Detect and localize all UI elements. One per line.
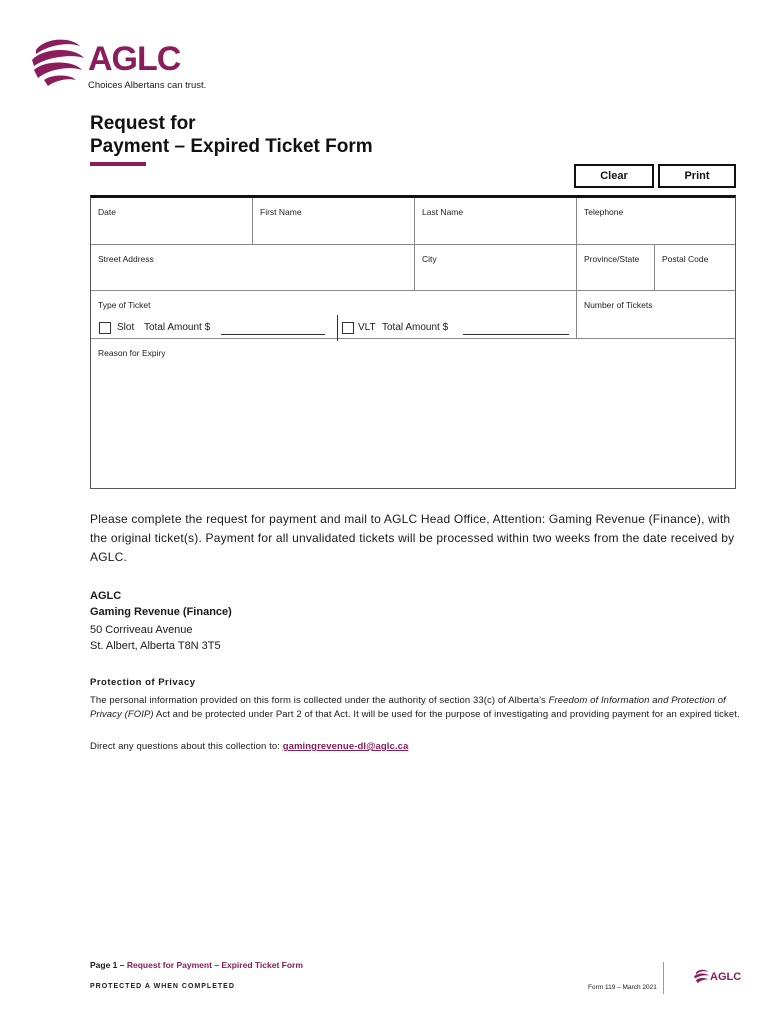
mailing-address-heading — [90, 588, 232, 620]
privacy-text-b: Act and be protected under Part 2 of that Act. It will be used for the purpose of investigating and providing payment for an expired ticket. — [153, 709, 740, 720]
first-name-field[interactable] — [253, 198, 415, 245]
privacy-heading: Protection of Privacy — [90, 677, 196, 688]
vlt-label: VLT — [358, 322, 376, 333]
footer-logo — [694, 966, 740, 988]
number-of-tickets-label: Number of Tickets — [584, 300, 653, 310]
title-accent-rule — [90, 162, 146, 166]
privacy-act-name: Freedom of Information and Protection of Privacy (FOIP) — [90, 695, 726, 720]
aglc-swirl-icon — [30, 36, 86, 88]
privacy-text — [90, 694, 740, 722]
instructions-paragraph: Please complete the request for payment and mail to AGLC Head Office, Attention: Gaming Revenue (Finance), with the original ticket(s). Payment for all unvalidated tickets will be processed within two weeks from the date received by AGLC. — [90, 512, 735, 564]
clear-button[interactable]: Clear — [574, 164, 654, 188]
title-line-1: Request for — [90, 113, 196, 134]
logo-tagline: Choices Albertans can trust. — [88, 80, 207, 91]
vlt-total-label: Total Amount $ — [382, 322, 449, 333]
slot-total-input[interactable] — [221, 334, 325, 335]
vlt-total-input[interactable] — [463, 334, 569, 335]
type-of-ticket-label: Type of Ticket — [98, 300, 151, 310]
footer-swirl-icon — [694, 969, 709, 984]
ticket-type-options — [91, 322, 582, 340]
city-label: City — [422, 254, 437, 264]
footer-divider — [663, 962, 664, 994]
logo-wordmark: AGLC — [88, 40, 181, 78]
telephone-field[interactable] — [577, 198, 735, 245]
footer-protected: PROTECTED A WHEN COMPLETED — [90, 983, 235, 990]
slot-label: Slot — [117, 322, 135, 333]
date-field[interactable] — [91, 198, 253, 245]
privacy-text-a: The personal information provided on this form is collected under the authority of section 33(c) of Alberta’s — [90, 695, 549, 706]
privacy-contact — [90, 741, 408, 752]
footer-page-label — [90, 960, 303, 970]
first-name-label: First Name — [260, 207, 302, 217]
request-form — [90, 195, 736, 489]
footer-page-number: Page 1 – — [90, 960, 125, 970]
number-of-tickets-field[interactable] — [577, 291, 735, 339]
slot-total-label: Total Amount $ — [144, 322, 211, 333]
postal-code-label: Postal Code — [662, 254, 709, 264]
date-label: Date — [98, 207, 116, 217]
title-line-2: Payment – Expired Ticket Form — [90, 136, 373, 157]
page-title — [90, 112, 373, 158]
street-address-field[interactable] — [91, 245, 415, 291]
mailing-address — [90, 622, 221, 654]
footer-page-title: Request for Payment – Expired Ticket Form — [126, 960, 303, 970]
slot-checkbox[interactable] — [99, 322, 111, 334]
telephone-label: Telephone — [584, 207, 624, 217]
aglc-logo — [30, 36, 207, 92]
province-state-field[interactable] — [577, 245, 655, 291]
postal-code-field[interactable] — [655, 245, 735, 291]
footer-logo-text: AGLC — [710, 971, 742, 983]
address-city: St. Albert, Alberta T8N 3T5 — [90, 640, 221, 652]
vlt-checkbox[interactable] — [342, 322, 354, 334]
address-dept: Gaming Revenue (Finance) — [90, 606, 232, 618]
reason-for-expiry-label: Reason for Expiry — [98, 348, 166, 358]
street-address-label: Street Address — [98, 254, 154, 264]
province-state-label: Province/State — [584, 254, 640, 264]
print-button[interactable]: Print — [658, 164, 736, 188]
address-street: 50 Corriveau Avenue — [90, 624, 193, 636]
address-org: AGLC — [90, 590, 122, 602]
last-name-field[interactable] — [415, 198, 577, 245]
contact-email-link[interactable]: gamingrevenue-dl@aglc.ca — [282, 741, 409, 752]
reason-for-expiry-field[interactable] — [91, 339, 735, 489]
footer-form-number: Form 119 – March 2021 — [588, 984, 657, 991]
ticket-divider — [337, 315, 338, 341]
last-name-label: Last Name — [422, 207, 464, 217]
city-field[interactable] — [415, 245, 577, 291]
contact-prefix: Direct any questions about this collection to: — [90, 741, 283, 752]
